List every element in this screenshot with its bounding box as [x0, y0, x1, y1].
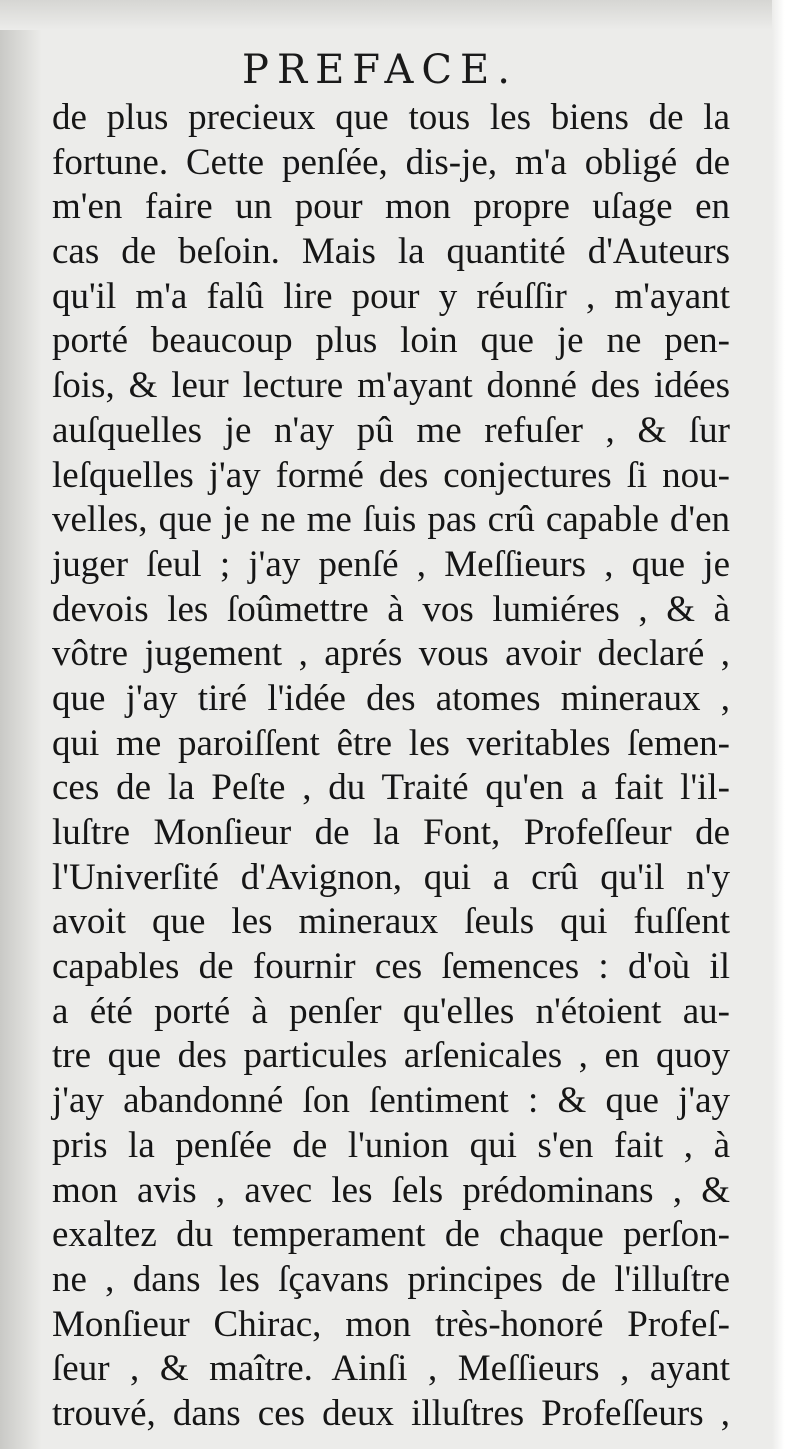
text-line: mon avis , avec les ſels prédominans , & — [52, 1169, 730, 1211]
text-line: a été porté à penſer qu'elles n'étoient au- — [52, 990, 730, 1032]
text-line: l'Univerſité d'Avignon, qui a crû qu'il n'y — [52, 856, 730, 898]
text-line: devois les ſoûmettre à vos lumiéres , & à — [52, 588, 730, 630]
text-line: que j'ay tiré l'idée des atomes mineraux , — [52, 677, 730, 719]
text-line: avoit que les mineraux ſeuls qui fuſſent — [52, 901, 730, 943]
text-line: porté beaucoup plus loin que je ne pen- — [52, 320, 730, 362]
page-right-edge — [772, 0, 800, 1449]
text-line: qui me paroiſſent être les veritables ſemen- — [52, 722, 730, 764]
text-line: de plus precieux que tous les biens de la — [52, 97, 730, 138]
page-gutter-shadow — [0, 0, 42, 1449]
page-top-shadow — [0, 0, 800, 30]
text-line: exaltez du temperament de chaque perſon- — [52, 1214, 730, 1256]
text-line: velles, que je ne me ſuis pas crû capable d'en — [52, 499, 730, 541]
text-line: cas de beſoin. Mais la quantité d'Auteurs — [52, 231, 730, 273]
text-line: ſois, & leur lecture m'ayant donné des idées — [52, 365, 730, 407]
text-line: vôtre jugement , aprés vous avoir declaré , — [52, 633, 730, 675]
text-line: trouvé, dans ces deux illuſtres Profeſſeurs , — [52, 1392, 730, 1434]
text-line: qu'il m'a falû lire pour y réuſſir , m'ayant — [52, 275, 730, 317]
text-line: tre que des particules arſenicales , en quoy — [52, 1035, 730, 1077]
text-line: m'en faire un pour mon propre uſage en — [52, 186, 730, 228]
text-line: leſquelles j'ay formé des conjectures ſi nou- — [52, 454, 730, 496]
text-line: j'ay abandonné ſon ſentiment : & que j'ay — [52, 1080, 730, 1122]
running-header: PREFACE. — [242, 47, 518, 93]
text-line: luſtre Monſieur de la Font, Profeſſeur de — [52, 812, 730, 853]
text-line: ne , dans les ſçavans principes de l'illuſtre — [52, 1258, 730, 1300]
text-line: ſeur , & maître. Ainſi , Meſſieurs , ayant — [52, 1348, 730, 1390]
text-line: juger ſeul ; j'ay penſé , Meſſieurs , que je — [52, 543, 730, 585]
text-line: auſquelles je n'ay pû me refuſer , & ſur — [52, 409, 730, 451]
body-text — [52, 96, 730, 1437]
text-line: Monſieur Chirac, mon très-honoré Profeſ- — [52, 1303, 730, 1345]
text-line: fortune. Cette penſée, dis-je, m'a obligé de — [52, 141, 730, 183]
text-line: pris la penſée de l'union qui s'en fait , à — [52, 1124, 730, 1166]
text-line: ces de la Peſte , du Traité qu'en a fait l'il- — [52, 767, 730, 809]
text-line: capables de fournir ces ſemences : d'où il — [52, 946, 730, 988]
